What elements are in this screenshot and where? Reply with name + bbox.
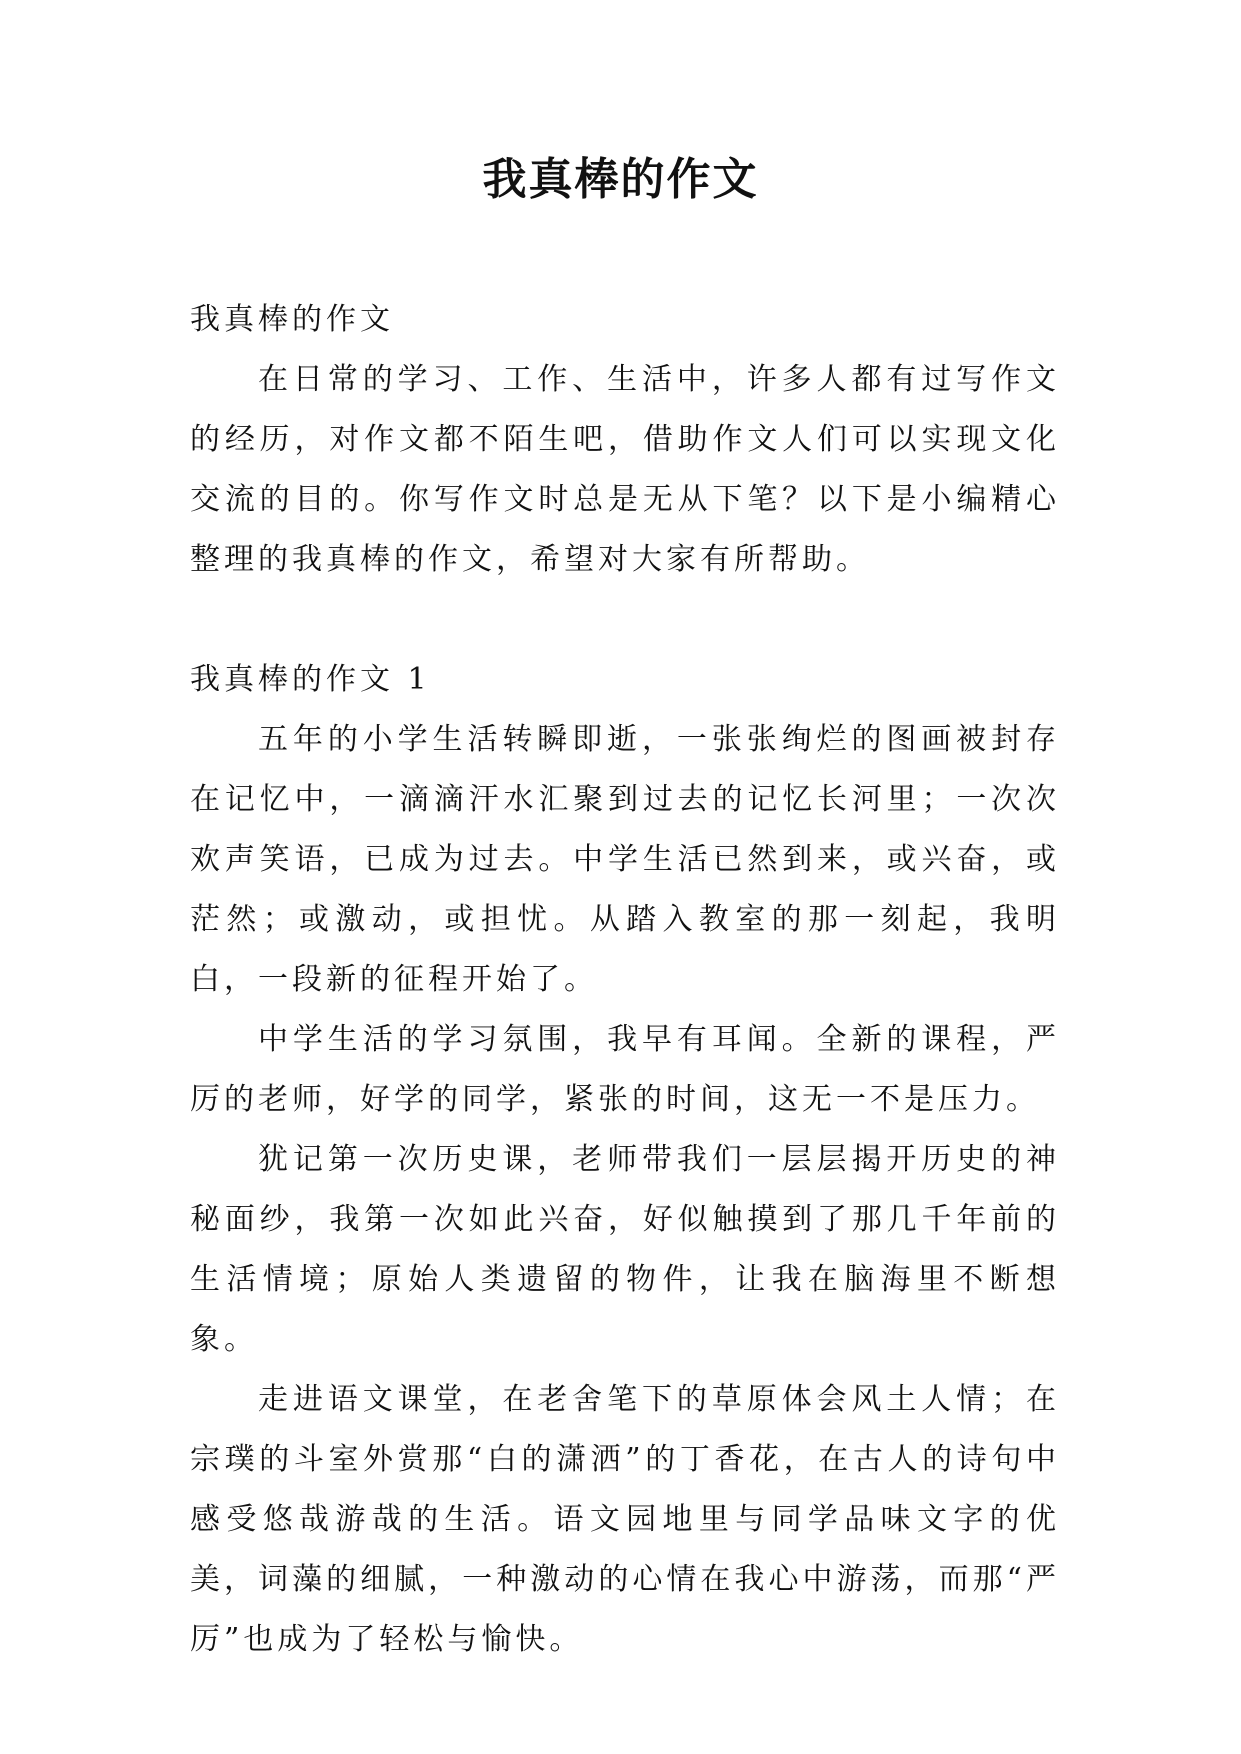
intro-heading: 我真棒的作文 <box>190 302 394 337</box>
essay-1-heading: 我真棒的作文 1 <box>190 662 431 697</box>
document-body <box>190 290 1060 1670</box>
essay-1-paragraph-4: 走进语文课堂，在老舍笔下的草原体会风土人情；在宗璞的斗室外赏那“白的潇洒”的丁香花，在古人的诗句中感受悠哉游哉的生活。语文园地里与同学品味文字的优美，词藻的细腻，一种激动的心情在我心中游荡，而那“严厉”也成为了轻松与愉快。 <box>190 1382 1060 1657</box>
intro-paragraph: 在日常的学习、工作、生活中，许多人都有过写作文的经历，对作文都不陌生吧，借助作文人们可以实现文化交流的目的。你写作文时总是无从下笔？以下是小编精心整理的我真棒的作文，希望对大家有所帮助。 <box>190 362 1060 577</box>
essay-1-paragraph-3: 犹记第一次历史课，老师带我们一层层揭开历史的神秘面纱，我第一次如此兴奋，好似触摸到了那几千年前的生活情境；原始人类遗留的物件，让我在脑海里不断想象。 <box>190 1142 1060 1357</box>
essay-1-paragraph-1: 五年的小学生活转瞬即逝，一张张绚烂的图画被封存在记忆中，一滴滴汗水汇聚到过去的记忆长河里；一次次欢声笑语，已成为过去。中学生活已然到来，或兴奋，或茫然；或激动，或担忧。从踏入教室的那一刻起，我明白，一段新的征程开始了。 <box>190 722 1060 997</box>
document-title: 我真棒的作文 <box>482 154 759 205</box>
essay-1-paragraph-2: 中学生活的学习氛围，我早有耳闻。全新的课程，严厉的老师，好学的同学，紧张的时间，这无一不是压力。 <box>190 1022 1060 1117</box>
section-spacer <box>190 590 1060 650</box>
